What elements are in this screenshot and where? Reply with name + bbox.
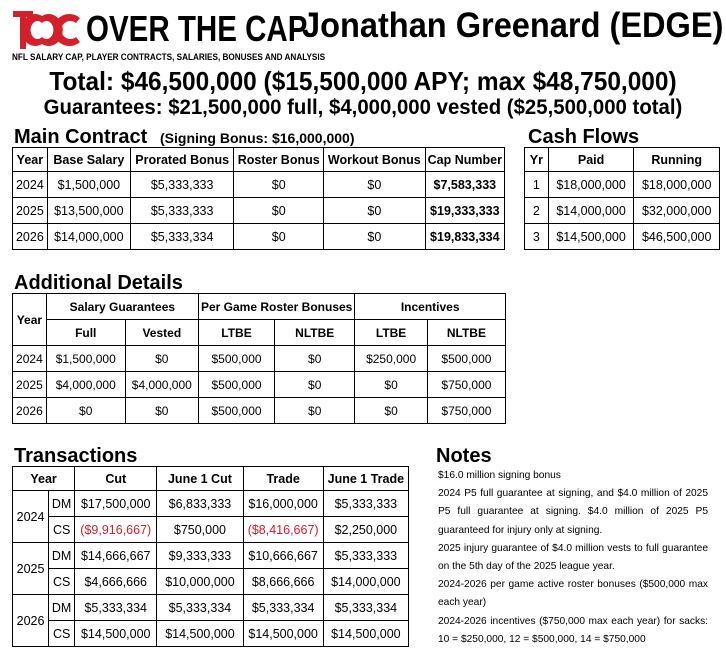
cell: $4,666,666 [75, 569, 157, 595]
cell: $13,500,000 [47, 198, 130, 224]
table-row [13, 224, 505, 250]
column-header: NLTBE [427, 320, 505, 346]
note-item: 2024 P5 full guarantee at signing, and $4.0 million of 2025 P5 full guarantee at signing. $4.0 million of 2025 P5 guaranteed for injury only at signing. [438, 488, 708, 536]
cell: $5,333,333 [130, 172, 233, 198]
cell: 2026 [13, 224, 48, 250]
cell: $32,000,000 [634, 198, 720, 224]
cell: $750,000 [157, 517, 243, 543]
cell: $14,500,000 [157, 621, 243, 647]
cell: $14,000,000 [548, 198, 634, 224]
cell: $1,500,000 [47, 172, 130, 198]
dm-label: DM [49, 543, 75, 569]
cell: 2025 [13, 372, 47, 398]
table-row [13, 491, 409, 517]
logo-text: OVER THE CAP [86, 8, 308, 49]
cell: $250,000 [355, 346, 428, 372]
table-row [13, 621, 409, 647]
cell: ($9,916,667) [75, 517, 157, 543]
cs-label: CS [49, 621, 75, 647]
cell: $0 [46, 398, 125, 424]
signing-bonus-label: (Signing Bonus: $16,000,000) [160, 130, 355, 146]
column-header: Workout Bonus [324, 148, 426, 172]
cell: $14,500,000 [243, 621, 323, 647]
table-row [13, 517, 409, 543]
cell: $0 [355, 398, 428, 424]
cell: $5,333,333 [323, 491, 408, 517]
column-header: Full [46, 320, 125, 346]
column-header: Cap Number [425, 148, 504, 172]
dm-label: DM [49, 491, 75, 517]
cell: $2,250,000 [323, 517, 408, 543]
table-row [13, 595, 409, 621]
note-item: $16.0 million signing bonus [438, 470, 561, 481]
table-row [13, 398, 506, 424]
cell: $14,500,000 [75, 621, 157, 647]
cell: 1 [525, 172, 549, 198]
column-header: Paid [548, 148, 634, 172]
column-header: Trade [243, 467, 323, 491]
main-contract-table [12, 147, 505, 250]
table-row [13, 569, 409, 595]
cell: $10,000,000 [157, 569, 243, 595]
column-header: Prorated Bonus [130, 148, 233, 172]
column-header: Base Salary [47, 148, 130, 172]
note-item: 2024-2026 incentives ($750,000 max each year) for sacks: 10 = $250,000, 12 = $500,000, 14 = $750,000 [438, 615, 708, 645]
cell: $4,000,000 [125, 372, 198, 398]
column-header: Roster Bonus [234, 148, 324, 172]
column-header: Running [634, 148, 720, 172]
cash-flows-title: Cash Flows [528, 126, 640, 148]
year-cell: 2026 [13, 595, 49, 647]
player-name: Jonathan Greenard (EDGE) [302, 6, 724, 45]
cell: $8,666,666 [243, 569, 323, 595]
cell: 3 [525, 224, 549, 250]
cell: $16,000,000 [243, 491, 323, 517]
cell: 2 [525, 198, 549, 224]
year-cell: 2024 [13, 491, 49, 543]
additional-details-title: Additional Details [14, 272, 183, 294]
cell: $0 [324, 172, 426, 198]
column-header: June 1 Cut [157, 467, 243, 491]
table-row [525, 172, 720, 198]
cell: $500,000 [198, 398, 274, 424]
table-header-row [525, 148, 720, 172]
notes-title: Notes [436, 445, 492, 467]
note-item: 2025 injury guarantee of $4.0 million vests to full guarantee on the 5th day of the 2025 league year. [438, 542, 708, 573]
column-header: Year [13, 148, 48, 172]
table-row [13, 346, 506, 372]
page-header [0, 0, 726, 68]
table-header-row [13, 320, 506, 346]
cell: $17,500,000 [75, 491, 157, 517]
cell: $750,000 [427, 398, 505, 424]
note-item: 2024-2026 per game active roster bonuses ($500,000 max each year) [438, 579, 708, 609]
column-header: Yr [525, 148, 549, 172]
main-contract-title: Main Contract [14, 126, 148, 148]
cell: $0 [355, 372, 428, 398]
table-row [13, 372, 506, 398]
column-header: LTBE [198, 320, 274, 346]
cell: $14,666,667 [75, 543, 157, 569]
cell: $6,833,333 [157, 491, 243, 517]
cell: $0 [275, 346, 355, 372]
group-header: Incentives [355, 294, 506, 320]
cell: $0 [324, 198, 426, 224]
cell: $0 [234, 224, 324, 250]
cell: $14,500,000 [548, 224, 634, 250]
cell: $500,000 [198, 346, 274, 372]
transactions-table [12, 466, 409, 647]
contract-summary [0, 66, 726, 120]
cell: $18,000,000 [634, 172, 720, 198]
cell: $5,333,334 [157, 595, 243, 621]
group-header: Salary Guarantees [46, 294, 198, 320]
logo-subtitle: NFL SALARY CAP, PLAYER CONTRACTS, SALARIES, BONUSES AND ANALYSIS [12, 52, 326, 63]
cell: $0 [125, 346, 198, 372]
cell: $4,000,000 [46, 372, 125, 398]
column-header: Year [13, 294, 47, 346]
cell: $5,333,334 [323, 595, 408, 621]
column-header: Cut [75, 467, 157, 491]
cs-label: CS [49, 569, 75, 595]
additional-details-table [12, 293, 506, 424]
table-row [13, 198, 505, 224]
notes-list [438, 467, 708, 649]
column-header: June 1 Trade [323, 467, 408, 491]
cap-number-cell: $19,333,333 [425, 198, 504, 224]
cell: $5,333,333 [323, 543, 408, 569]
dm-label: DM [49, 595, 75, 621]
cell: 2025 [13, 198, 48, 224]
cell: $500,000 [427, 346, 505, 372]
table-header-row [13, 148, 505, 172]
cap-number-cell: $7,583,333 [425, 172, 504, 198]
cell: 2024 [13, 346, 47, 372]
cell: $9,333,333 [157, 543, 243, 569]
column-header: NLTBE [275, 320, 355, 346]
column-header: Vested [125, 320, 198, 346]
cell: $0 [324, 224, 426, 250]
cell: $0 [234, 172, 324, 198]
column-header: Year [13, 467, 75, 491]
cell: $10,666,667 [243, 543, 323, 569]
cell: $1,500,000 [46, 346, 125, 372]
cell: $0 [125, 398, 198, 424]
table-header-row [13, 467, 409, 491]
cell: $18,000,000 [548, 172, 634, 198]
table-row [525, 224, 720, 250]
column-header: LTBE [355, 320, 428, 346]
site-logo[interactable] [10, 8, 326, 64]
cell: ($8,416,667) [243, 517, 323, 543]
cell: $46,500,000 [634, 224, 720, 250]
cell: $14,000,000 [47, 224, 130, 250]
cell: $5,333,333 [130, 198, 233, 224]
cell: $0 [275, 372, 355, 398]
table-row [13, 172, 505, 198]
cell: 2024 [13, 172, 48, 198]
otc-logo-icon [12, 10, 82, 50]
cell: $750,000 [427, 372, 505, 398]
cell: 2026 [13, 398, 47, 424]
year-cell: 2025 [13, 543, 49, 595]
cap-number-cell: $19,833,334 [425, 224, 504, 250]
cs-label: CS [49, 517, 75, 543]
guarantees-value: Guarantees: $21,500,000 full, $4,000,000 vested ($25,500,000 total) [43, 96, 683, 119]
cell: $0 [234, 198, 324, 224]
cell: $5,333,334 [130, 224, 233, 250]
cell: $0 [275, 398, 355, 424]
cell: $5,333,334 [75, 595, 157, 621]
cell: $14,500,000 [323, 621, 408, 647]
cell: $14,000,000 [323, 569, 408, 595]
table-row [13, 543, 409, 569]
transactions-title: Transactions [14, 445, 138, 467]
group-header: Per Game Roster Bonuses [198, 294, 354, 320]
cell: $500,000 [198, 372, 274, 398]
cash-flows-table [524, 147, 720, 250]
table-row [525, 198, 720, 224]
cell: $5,333,334 [243, 595, 323, 621]
table-group-header-row [13, 294, 506, 320]
total-value: Total: $46,500,000 ($15,500,000 APY; max $48,750,000) [49, 66, 677, 96]
